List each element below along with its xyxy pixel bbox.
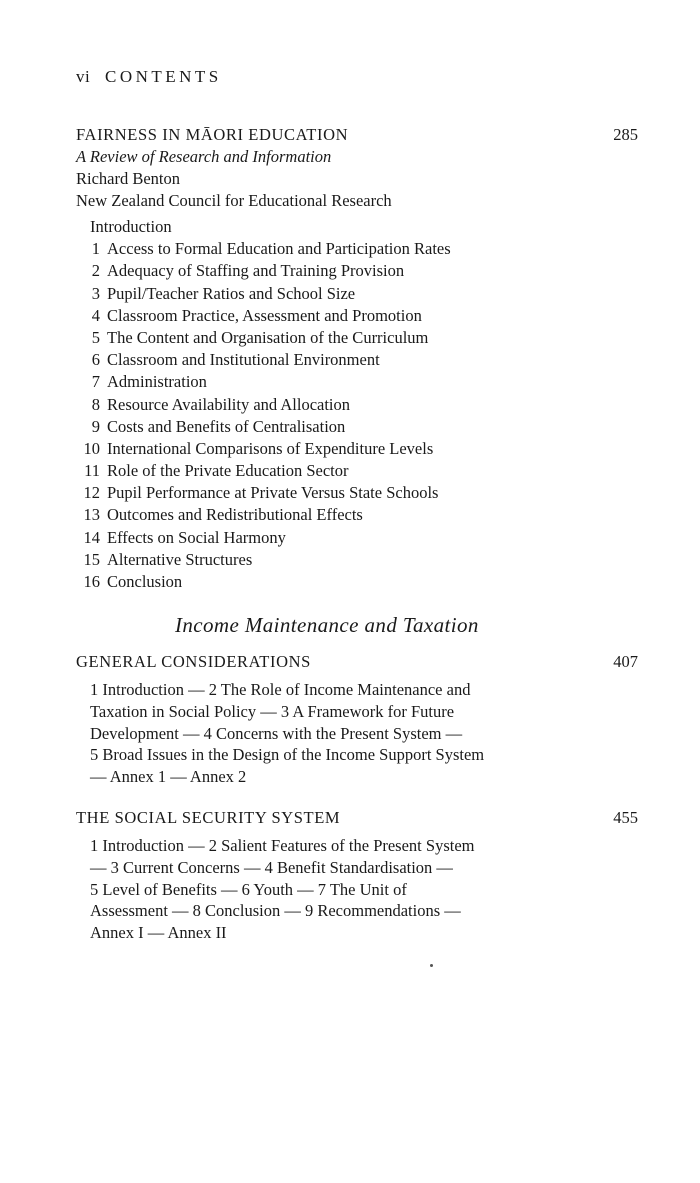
list-item: 5 The Content and Organisation of the Curriculum (91, 327, 429, 347)
list-item: 14 Effects on Social Harmony (83, 527, 286, 547)
summary-line: — 3 Current Concerns — 4 Benefit Standardisation — (90, 857, 453, 877)
list-item: 12 Pupil Performance at Private Versus State Schools (83, 483, 439, 503)
summary-line: — Annex 1 — Annex 2 (90, 767, 247, 787)
section-subtitle: A Review of Research and Information (76, 147, 332, 166)
list-item: 16 Conclusion (83, 572, 183, 591)
section-title: THE SOCIAL SECURITY SYSTEM (76, 808, 341, 827)
summary-line: Taxation in Social Policy — 3 A Framework for Future (90, 701, 455, 721)
summary-line: Annex I — Annex II (90, 923, 227, 943)
list-item: 4 Classroom Practice, Assessment and Promotion (91, 305, 422, 325)
running-title: CONTENTS (104, 67, 222, 86)
list-item: 10 International Comparisons of Expenditure Levels (83, 438, 434, 458)
section-page-number: 285 (613, 125, 638, 144)
list-item: 8 Resource Availability and Allocation (91, 394, 351, 414)
summary-line: 5 Broad Issues in the Design of the Income Support System (90, 745, 485, 765)
running-header (76, 66, 222, 88)
list-item: 6 Classroom and Institutional Environment (91, 350, 380, 370)
list-item: 15 Alternative Structures (83, 549, 253, 569)
list-item: 3 Pupil/Teacher Ratios and School Size (91, 283, 356, 303)
section-title: GENERAL CONSIDERATIONS (76, 652, 311, 671)
list-item: 13 Outcomes and Redistributional Effects (83, 505, 363, 525)
list-item: 11 Role of the Private Education Sector (84, 461, 349, 481)
section-summary (90, 679, 636, 788)
section-items (83, 216, 636, 593)
list-item: 7 Administration (91, 372, 207, 392)
section-organisation: New Zealand Council for Educational Research (76, 191, 392, 210)
list-item-introduction: Introduction (90, 217, 172, 236)
part-heading: Income Maintenance and Taxation (175, 613, 479, 637)
toc-section-general-considerations (76, 651, 636, 788)
section-page-number: 407 (613, 652, 638, 671)
ink-speck (430, 964, 433, 967)
summary-line: 5 Level of Benefits — 6 Youth — 7 The Unit of (90, 879, 407, 899)
list-item: 9 Costs and Benefits of Centralisation (91, 416, 346, 436)
toc-entry-heading (76, 807, 636, 829)
toc-section-social-security (76, 807, 636, 944)
section-author: Richard Benton (76, 169, 181, 188)
toc-entry-heading (76, 124, 636, 146)
list-item: 2 Adequacy of Staffing and Training Provision (91, 261, 405, 281)
section-page-number: 455 (613, 808, 638, 827)
section-title: FAIRNESS IN MĀORI EDUCATION (76, 125, 349, 144)
list-item: 1 Access to Formal Education and Participation Rates (91, 239, 451, 259)
section-summary (90, 835, 636, 944)
summary-line: 1 Introduction — 2 The Role of Income Maintenance and (90, 680, 471, 699)
summary-line: Assessment — 8 Conclusion — 9 Recommendations — (90, 901, 461, 921)
summary-line: Development — 4 Concerns with the Present System — (90, 723, 463, 743)
summary-line: 1 Introduction — 2 Salient Features of the Present System (90, 836, 475, 855)
toc-entry-heading (76, 651, 636, 673)
page-folio: vi (76, 67, 91, 86)
toc-section-maori-education (76, 124, 636, 593)
